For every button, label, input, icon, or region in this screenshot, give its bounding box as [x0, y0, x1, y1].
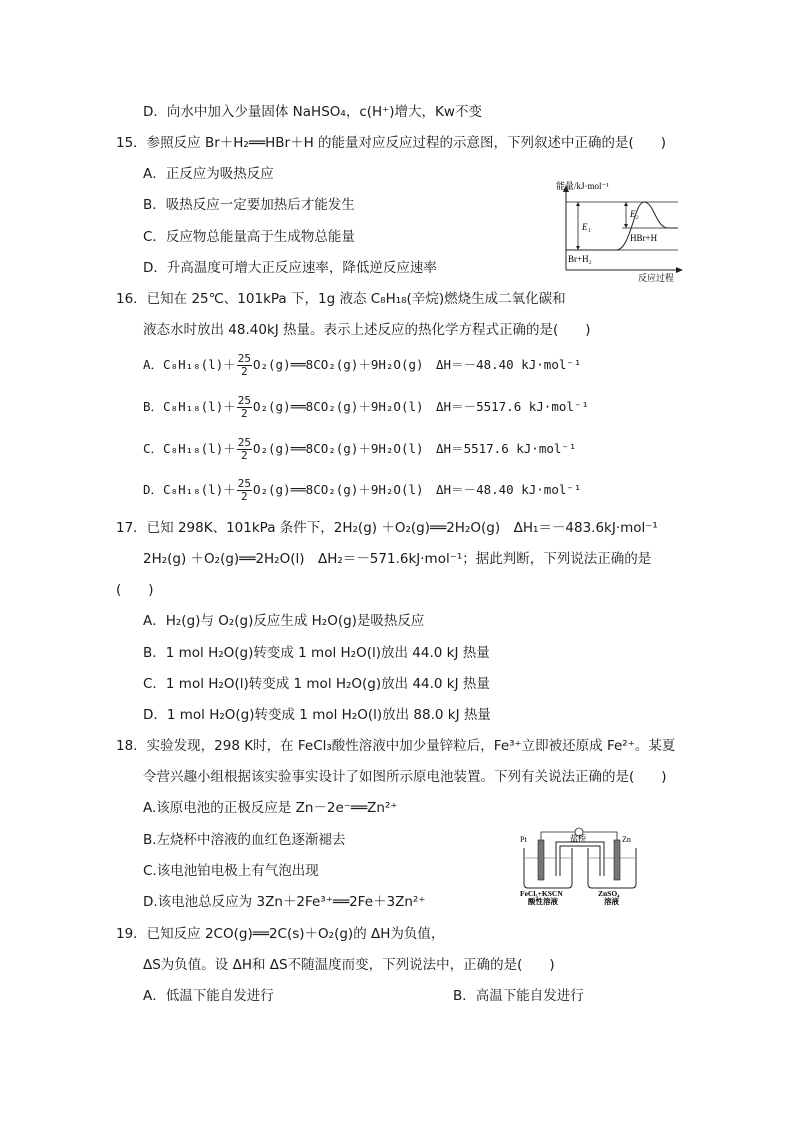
- left-beaker: [524, 848, 572, 888]
- q19-option-b: B．高温下能自发进行: [453, 988, 584, 1004]
- energy-x-arrow: [676, 267, 683, 273]
- e2-arrowhead-top: [624, 202, 628, 206]
- q16-option-d-left: D．C₈H₁₈(l)＋: [143, 482, 236, 497]
- q16-option-c-fraction: [237, 437, 252, 462]
- fraction-numerator: 25: [237, 394, 251, 407]
- q15-option-b: B．吸热反应一定要加热后才能发生: [143, 197, 355, 213]
- q16-option-a-fraction: [237, 353, 252, 378]
- salt-bridge-label: 盐桥: [570, 834, 586, 843]
- q18-option-d: D.该电池总反应为 3Zn＋2Fe³⁺══2Fe＋3Zn²⁺: [143, 894, 426, 910]
- q16-option-d: [143, 477, 581, 503]
- q17-option-c: C．1 mol H₂O(l)转变成 1 mol H₂O(g)放出 44.0 kJ 热量: [143, 676, 490, 692]
- salt-bridge: [558, 844, 602, 876]
- reactants-label: Br+H₂: [568, 254, 592, 264]
- q16-option-d-right: O₂(g)══8CO₂(g)＋9H₂O(l) ΔH＝－48.40 kJ·mol⁻¹: [252, 482, 582, 497]
- q18-stem-line2: 令营兴趣小组根据该实验事实设计了如图所示原电池装置。下列有关说法正确的是( ): [143, 769, 667, 785]
- fraction-denominator: 2: [241, 407, 248, 420]
- right-beaker: [588, 848, 636, 888]
- q17-option-b: B．1 mol H₂O(g)转变成 1 mol H₂O(l)放出 44.0 kJ 热量: [143, 645, 490, 661]
- q15-option-d: D．升高温度可增大正反应速率，降低逆反应速率: [143, 260, 437, 276]
- e1-arrowhead-top: [576, 202, 580, 206]
- q16-option-a-right: O₂(g)══8CO₂(g)＋9H₂O(g) ΔH＝－48.40 kJ·mol⁻¹: [252, 357, 582, 372]
- q18-option-b: B.左烧杯中溶液的血红色逐渐褪去: [143, 832, 346, 848]
- energy-y-label: 能量/kJ·mol⁻¹: [556, 181, 609, 191]
- q17-option-a: A．H₂(g)与 O₂(g)反应生成 H₂O(g)是吸热反应: [143, 613, 425, 629]
- q16-option-a-left: A．C₈H₁₈(l)＋: [143, 357, 236, 372]
- e2-arrowhead-bottom: [624, 224, 628, 228]
- fraction-numerator: 25: [237, 436, 251, 449]
- q14-option-d: D．向水中加入少量固体 NaHSO₄，c(H⁺)增大，Kw不变: [143, 104, 482, 120]
- e1-label: E₁: [582, 222, 591, 232]
- q17-stem-line1: 17．已知 298K、101kPa 条件下，2H₂(g) ＋O₂(g)══2H₂O(g) ΔH₁＝－483.6kJ·mol⁻¹: [116, 520, 658, 536]
- left-solution-label-1: FeCl₃+KSCN: [520, 889, 563, 898]
- q16-option-b-fraction: [237, 395, 252, 420]
- q16-stem-line2: 液态水时放出 48.40kJ 热量。表示上述反应的热化学方程式正确的是( ): [143, 322, 591, 338]
- q16-stem-line1: 16．已知在 25℃、101kPa 下，1g 液态 C₈H₁₈(辛烷)燃烧生成二氧化碳和: [116, 291, 566, 307]
- q18-stem-line1: 18．实验发现，298 K时，在 FeCl₃酸性溶液中加少量锌粒后，Fe³⁺立即被还原成 Fe²⁺。某夏: [116, 738, 676, 754]
- q16-option-b: [143, 394, 589, 420]
- e2-label: E₂: [630, 209, 639, 219]
- q16-option-c: [143, 436, 576, 462]
- q16-option-b-left: B．C₈H₁₈(l)＋: [143, 399, 236, 414]
- left-solution-label-2: 酸性溶液: [528, 897, 558, 906]
- q16-option-b-right: O₂(g)══8CO₂(g)＋9H₂O(l) ΔH＝－5517.6 kJ·mol⁻¹: [252, 399, 589, 414]
- q16-option-a: [143, 352, 581, 378]
- q15-energy-diagram: [556, 180, 686, 284]
- q15-option-c: C．反应物总能量高于生成物总能量: [143, 229, 355, 245]
- fraction-denominator: 2: [241, 365, 248, 378]
- zinc-electrode: [614, 840, 620, 880]
- salt-bridge-inner: [558, 844, 602, 876]
- q19-option-a: A．低温下能自发进行: [143, 988, 274, 1004]
- fraction-denominator: 2: [241, 449, 248, 462]
- q15-option-a: A．正反应为吸热反应: [143, 166, 274, 182]
- q18-option-a: A.该原电池的正极反应是 Zn－2e⁻══Zn²⁺: [143, 800, 398, 816]
- zn-label: Zn: [622, 835, 631, 844]
- right-solution-label-2: 溶液: [604, 897, 619, 906]
- q19-stem-line1: 19．已知反应 2CO(g)══2C(s)＋O₂(g)的 ΔH为负值，: [116, 926, 445, 942]
- products-label: HBr+H: [630, 233, 658, 243]
- q16-option-c-left: C．C₈H₁₈(l)＋: [143, 441, 236, 456]
- fraction-numerator: 25: [237, 352, 251, 365]
- q17-option-d: D．1 mol H₂O(g)转变成 1 mol H₂O(l)放出 88.0 kJ 热量: [143, 707, 491, 723]
- q17-stem-line2: 2H₂(g) ＋O₂(g)══2H₂O(l) ΔH₂＝－571.6kJ·mol⁻¹；据此判断，下列说法正确的是: [143, 551, 652, 567]
- fraction-denominator: 2: [241, 490, 248, 503]
- fraction-numerator: 25: [237, 477, 251, 490]
- q19-stem-line2: ΔS为负值。设 ΔH和 ΔS不随温度而变，下列说法中，正确的是( ): [143, 957, 555, 973]
- platinum-electrode: [538, 840, 544, 880]
- q18-galvanic-cell-diagram: [518, 826, 642, 906]
- q18-option-c: C.该电池铂电极上有气泡出现: [143, 863, 319, 879]
- q15-stem: 15．参照反应 Br＋H₂══HBr＋H 的能量对应反应过程的示意图，下列叙述中正确的是( ): [116, 135, 667, 151]
- q17-stem-line3: ( ): [116, 582, 154, 598]
- pt-label: Pt: [520, 835, 527, 844]
- right-solution-label-1: ZnSO₄: [598, 889, 620, 898]
- e1-arrowhead-bottom: [576, 246, 580, 250]
- q16-option-c-right: O₂(g)══8CO₂(g)＋9H₂O(l) ΔH＝5517.6 kJ·mol⁻¹: [252, 441, 577, 456]
- q16-option-d-fraction: [237, 478, 252, 503]
- energy-x-label: 反应过程: [638, 273, 675, 283]
